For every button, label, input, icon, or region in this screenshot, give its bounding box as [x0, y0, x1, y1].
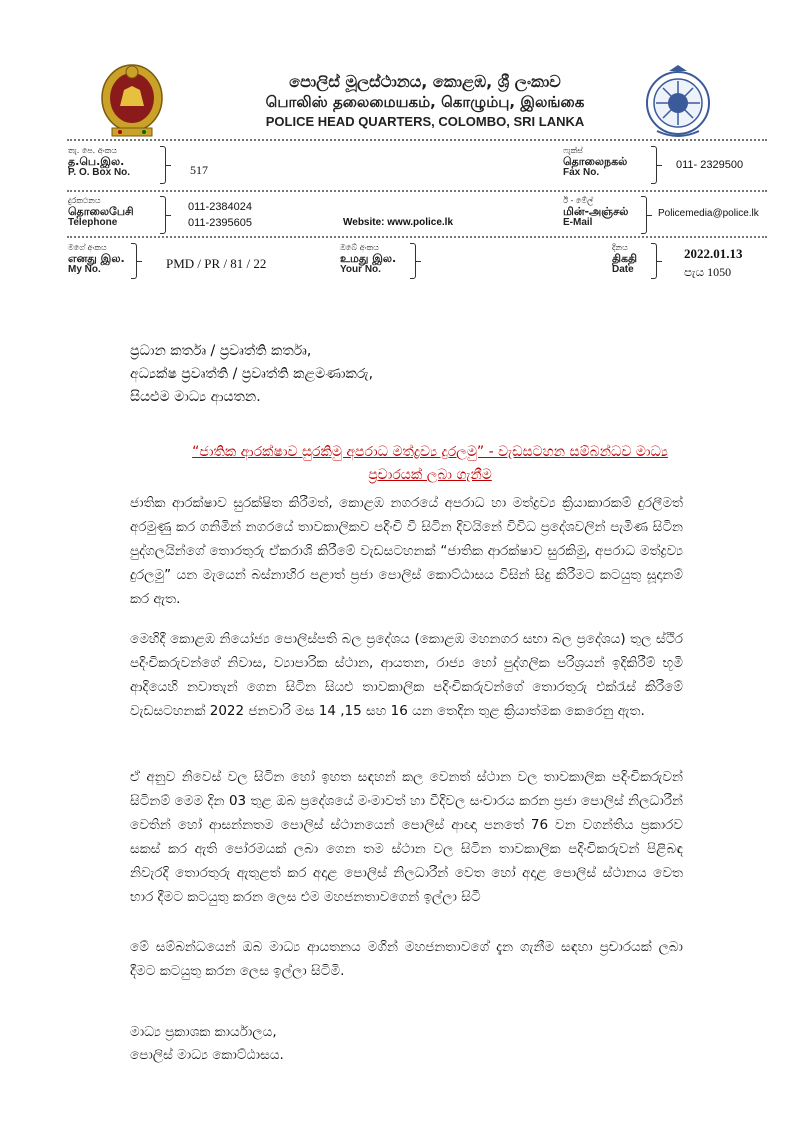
date-value: 2022.01.13 — [684, 246, 743, 261]
email-brace — [641, 196, 647, 234]
addressee-line-1: ප්‍රධාන කර්තෘ / ප්‍රවෘත්ති කර්තෘ, — [130, 343, 312, 359]
paragraph-1: ජාතික ආරක්ෂාව සුරක්ෂිත කිරීමත්, කොළඹ නගරයේ අපරාධ හා මත්ද්‍රව්‍ය ක්‍රියාකාරකම් දුරලීමත් අරමුණු කර ගනිමින් නගරයේ තාවකාලිකව පදිංචි වී සිටින දිවයිනේ විවිධ ප්‍රදේශවලින් පැමිණ සිටින පුද්ගලයින්ගේ තොරතුරු ඒකරාශි කිරීමේ වැඩසටහනක් “ජාතික ආරක්ෂාව සුරකිමු, අපරාධ මත්ද්‍රව්‍ය දුරලමු” යන මැයෙන් බස්නාහිර පළාත් ප්‍රජා පොලිස් කොට්ඨාසය විසින් සිදු කිරීමට කටයුතු සූදානම් කර ඇත. — [130, 495, 683, 607]
my-no-label: මගේ අංකය எனது இல. My No. — [68, 243, 125, 275]
telephone-brace — [160, 196, 166, 234]
date-brace — [651, 243, 657, 279]
header-divider-1 — [67, 139, 767, 141]
fax-brace — [651, 146, 657, 184]
letterhead-tamil: பொலிஸ் தலைமையகம், கொழும்பு, இலங்கை — [265, 93, 585, 111]
my-no-brace — [131, 243, 137, 279]
telephone-label: දුරකථනය தொலைபேசி Telephone — [68, 196, 134, 228]
header-divider-3 — [67, 236, 767, 238]
email-value: Policemedia@police.lk — [658, 208, 759, 219]
signature-line-2: පොලිස් මාධ්‍ය කොට්ඨාසය. — [130, 1047, 284, 1063]
website-text: Website: www.police.lk — [343, 217, 454, 228]
subject-line-1: “ජාතික ආරක්ෂාව සුරකිමු අපරාධ මත්ද්‍රව්‍ය දුරලමු” - වැඩසටහන සම්බන්ධව මාධ්‍ය — [192, 444, 668, 460]
email-label: ඊ - මේල් மின்-அஞ்சல் E-Mail — [563, 196, 629, 228]
fax-value: 011- 2329500 — [676, 159, 744, 171]
telephone-value-1: 011-2384024 — [188, 201, 253, 213]
pobox-value: 517 — [190, 163, 208, 177]
state-emblem — [98, 62, 166, 140]
paragraph-3: ඒ අනුව නිවෙස් වල සිටින හෝ ඉහත සඳහන් කල වෙනත් ස්ථාන වල තාවකාලික පදිංචිකරුවන් සිටිනම් මෙම දින 03 තුළ ඔබ ප්‍රදේශයේ මංමාවත් හා වීදිවල සංචාරය කරන ප්‍රජා පොලිස් නිලධාරීන් වෙතින් හෝ ආසන්නතම පොලිස් ස්ථානයෙන් පොලිස් ආඥා පනතේ 76 වන වගන්තිය ප්‍රකාරව සකස් කර ඇති පෝරමයක් ලබා ගෙන තම ස්ථාන වල සිටින තාවකාලික පදිංචිකරුවන් පිළිබඳ නිවැරදි තොරතුරු ඇතුළත් කර අදාළ පොලිස් නිලධාරීන් වෙත හෝ අදාළ පොලිස් ස්ථානය වෙත භාර දීමට කටයුතු කරන ලෙස එම මහජනතාවගෙන් ඉල්ලා සිටී — [130, 769, 683, 905]
header-divider-2 — [67, 190, 767, 192]
letterhead-sinhala: පොලිස් මූලස්ථානය, කොළඹ, ශ්‍රී ලංකාව — [289, 72, 561, 91]
addressee-line-2: අධ්‍යක්ෂ ප්‍රවෘත්ති / ප්‍රවෘත්ති කළමණාකරු, — [130, 366, 374, 382]
fax-label: ෆැක්ස් தொலைநகல் Fax No. — [563, 146, 628, 178]
pobox-label: තැ. පෙ. අංකය த.பெ.இல. P. O. Box No. — [68, 146, 131, 178]
your-no-label: ඔබේ අංකය உமது இல. Your No. — [340, 243, 397, 275]
paragraph-4: මේ සම්බන්ධයෙන් ඔබ මාධ්‍ය ආයතනය මගින් මහජනතාවගේ දැන ගැනීම සඳහා ප්‍රචාරයක් ලබා දීමට කටයුතු කරන ලෙස ඉල්ලා සිටිමි. — [130, 939, 683, 979]
time-value: පැය 1050 — [684, 265, 732, 279]
signature-line-1: මාධ්‍ය ප්‍රකාශක කාර්යාලය, — [130, 1024, 277, 1040]
your-no-brace — [410, 243, 416, 279]
subject-line-2: ප්‍රචාරයක් ලබා ගැනීම — [368, 467, 492, 483]
letterhead-english: POLICE HEAD QUARTERS, COLOMBO, SRI LANKA — [265, 114, 585, 129]
my-no-value: PMD / PR / 81 / 22 — [166, 256, 267, 271]
date-label: දිනය திகதி Date — [612, 243, 638, 275]
addressee-line-3: සියළුම මාධ්‍ය ආයතන. — [130, 389, 261, 405]
pobox-brace — [160, 146, 166, 184]
paragraph-2: මෙහිදී කොළඹ නියෝජ්‍ය පොලිස්පති බල ප්‍රදේශය (කොළඹ මහනගර සභා බල ප්‍රදේශය) තුල ස්ථිර පදිංචිකරුවන්ගේ නිවාස, ව්‍යාපාරික ස්ථාන, ආයතන, රාජ්‍ය හෝ පුද්ගලික පරිශ්‍රයන් ඉදිකිරීම් භූමි ආදියෙහි නවාතැන් ගෙන සිටින සියළු තාවකාලික පදිංචිකරුවන්ගේ තොරතුරු එක්රැස් කිරීමේ වැඩසටහනක් 2022 ජනවාරි මස 14 ,15 සහ 16 යන තෙදින තුළ ක්‍රියාත්මක කෙරෙනු ඇත. — [130, 631, 683, 719]
telephone-value-2: 011-2395605 — [188, 217, 253, 229]
police-emblem — [643, 63, 713, 141]
